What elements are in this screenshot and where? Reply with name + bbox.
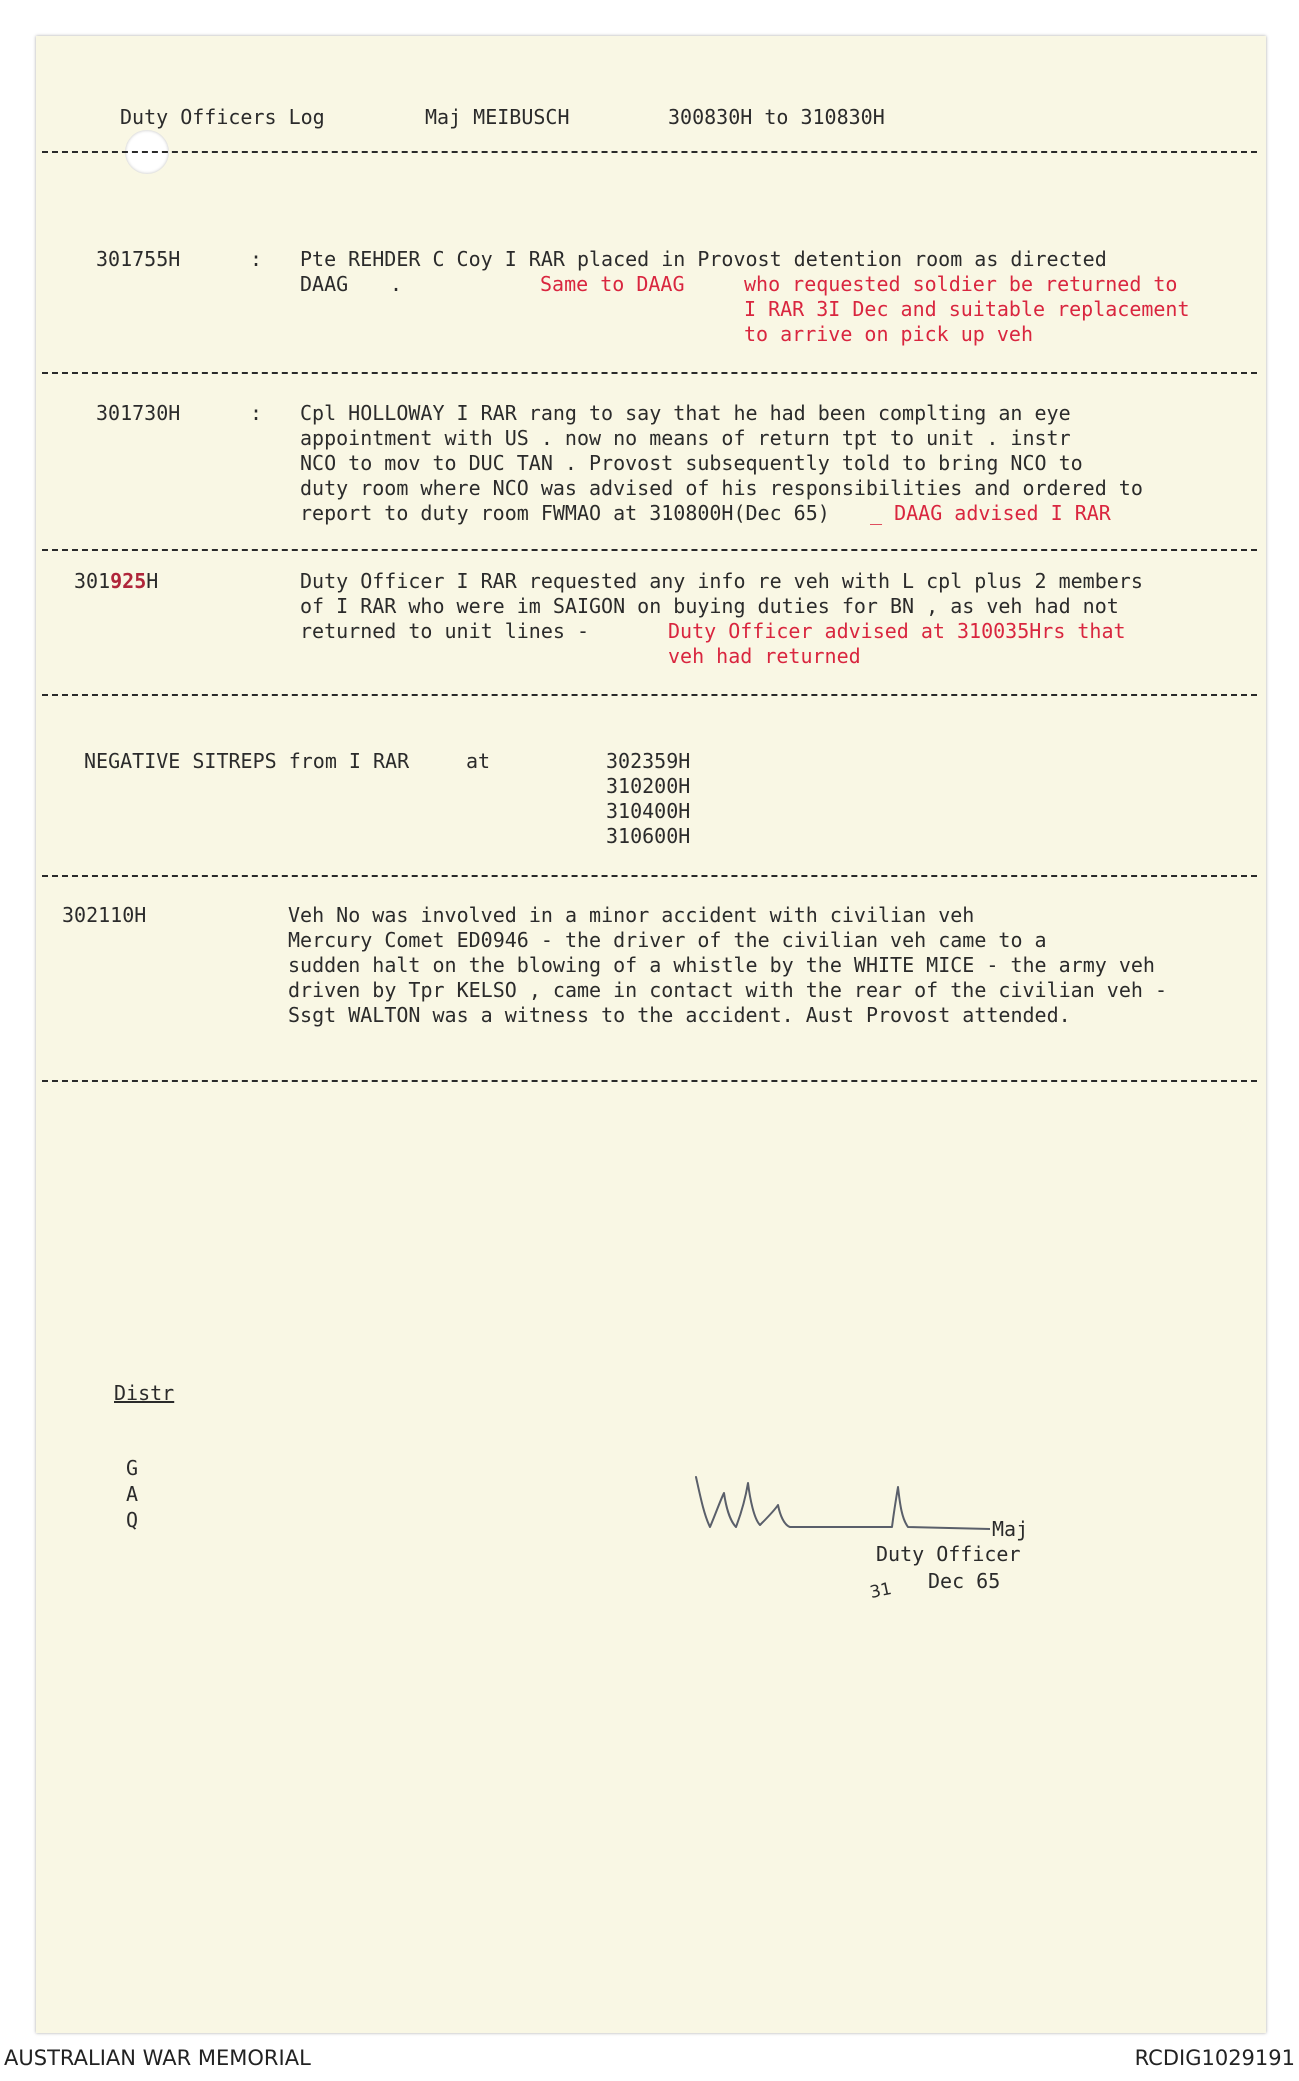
handwritten-annotation: Duty Officer advised at 310035Hrs that bbox=[668, 619, 1126, 643]
entry-line: Duty Officer I RAR requested any info re veh with L cpl plus 2 members bbox=[300, 569, 1143, 593]
entry-time: 302110H bbox=[62, 903, 147, 927]
entry-line: of I RAR who were im SAIGON on buying duties for BN , as veh had not bbox=[300, 594, 1119, 618]
entry-line: Mercury Comet ED0946 - the driver of the civilian veh came to a bbox=[288, 928, 1047, 952]
signature-date: Dec 65 bbox=[928, 1569, 1001, 1593]
sitrep-time: 310400H bbox=[606, 799, 691, 823]
entry-time: 301730H bbox=[96, 401, 181, 425]
entry-line: driven by Tpr KELSO , came in contact with the rear of the civilian veh - bbox=[288, 978, 1167, 1002]
entry-line: appointment with US . now no means of return tpt to unit . instr bbox=[300, 426, 1071, 450]
divider bbox=[42, 1080, 1257, 1082]
divider bbox=[42, 549, 1257, 551]
sitrep-time: 310200H bbox=[606, 774, 691, 798]
distribution-label: Distr bbox=[114, 1381, 175, 1405]
footer-source: AUSTRALIAN WAR MEMORIAL bbox=[4, 2046, 311, 2070]
divider bbox=[42, 151, 1257, 153]
handwritten-annotation: I RAR 3I Dec and suitable replacement bbox=[744, 297, 1190, 321]
log-period: 300830H to 310830H bbox=[668, 105, 885, 129]
document-page bbox=[36, 36, 1266, 2033]
handwritten-annotation: to arrive on pick up veh bbox=[744, 322, 1033, 346]
entry-line: Pte REHDER C Coy I RAR placed in Provost detention room as directed bbox=[300, 247, 1107, 271]
sitrep-label: NEGATIVE SITREPS from I RAR bbox=[84, 749, 410, 773]
time-suffix: H bbox=[146, 569, 159, 593]
handwritten-annotation: who requested soldier be returned to bbox=[744, 272, 1178, 296]
sitrep-time: 302359H bbox=[606, 749, 691, 773]
entry-line: returned to unit lines - bbox=[300, 619, 589, 643]
distribution-item: Q bbox=[126, 1508, 139, 1532]
signature-rank: Maj bbox=[992, 1517, 1029, 1541]
entry-line: Veh No was involved in a minor accident with civilian veh bbox=[288, 903, 975, 927]
divider bbox=[42, 875, 1257, 877]
handwritten-date: 31 bbox=[868, 1578, 894, 1604]
footer-id: RCDIG1029191 bbox=[1134, 2046, 1295, 2070]
officer-name: Maj MEIBUSCH bbox=[425, 105, 570, 129]
entry-line: Ssgt WALTON was a witness to the accident. Aust Provost attended. bbox=[288, 1003, 1071, 1027]
distribution-item: G bbox=[126, 1456, 139, 1480]
handwritten-annotation: veh had returned bbox=[668, 644, 861, 668]
time-corrected: 925 bbox=[110, 569, 147, 593]
entry-line: DAAG bbox=[300, 272, 349, 296]
time-typed: 301 bbox=[74, 569, 111, 593]
entry-colon: : bbox=[250, 247, 263, 271]
divider bbox=[42, 372, 1257, 374]
entry-line: report to duty room FWMAO at 310800H(Dec 65) bbox=[300, 501, 830, 525]
sitrep-time: 310600H bbox=[606, 824, 691, 848]
divider bbox=[42, 694, 1257, 696]
entry-line: duty room where NCO was advised of his responsibilities and ordered to bbox=[300, 476, 1143, 500]
entry-line: Cpl HOLLOWAY I RAR rang to say that he had been complting an eye bbox=[300, 401, 1071, 425]
distribution-item: A bbox=[126, 1482, 139, 1506]
entry-line: sudden halt on the blowing of a whistle by the WHITE MICE - the army veh bbox=[288, 953, 1155, 977]
entry-time: 301755H bbox=[96, 247, 181, 271]
signature-role: Duty Officer bbox=[876, 1542, 1021, 1566]
entry-line: . bbox=[390, 272, 403, 296]
sitrep-at: at bbox=[466, 749, 491, 773]
handwritten-annotation: _ DAAG advised I RAR bbox=[870, 501, 1111, 525]
log-title: Duty Officers Log bbox=[120, 105, 325, 129]
entry-line: NCO to mov to DUC TAN . Provost subsequently told to bring NCO to bbox=[300, 451, 1083, 475]
entry-time bbox=[74, 568, 158, 594]
entry-colon: : bbox=[250, 401, 263, 425]
handwritten-annotation: Same to DAAG bbox=[540, 272, 685, 296]
